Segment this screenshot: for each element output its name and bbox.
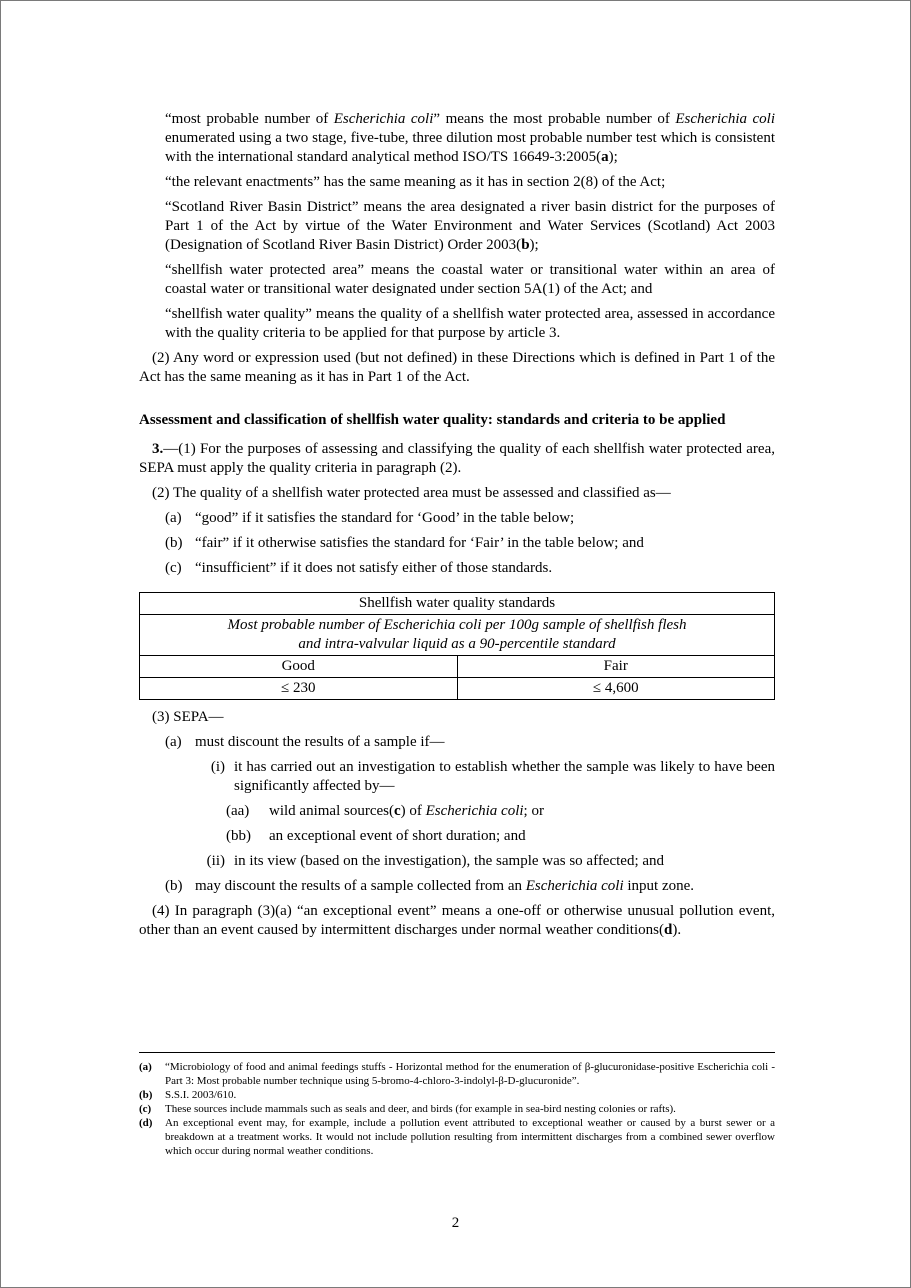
item-label: (b)	[165, 878, 183, 894]
item-label: (a)	[165, 510, 182, 526]
footnote-ref: b	[521, 237, 530, 253]
paragraph-3a-i-aa	[226, 802, 775, 821]
article-number: 3.	[152, 441, 164, 457]
article-3-paragraph-1-text: —(1) For the purposes of assessing and classifying the quality of each shellfish water protected area, SEPA must apply the quality criteria in paragraph (2).	[139, 441, 775, 476]
paragraph-3a-ii	[197, 852, 775, 871]
footnote-divider	[139, 1052, 775, 1053]
column-header-fair: Fair	[457, 656, 775, 678]
classification-item	[165, 559, 775, 578]
table-subtitle-line-2: and intra-valvular liquid as a 90-percentile standard	[298, 636, 616, 652]
item-text: “good” if it satisfies the standard for ‘Good’ in the table below;	[195, 510, 575, 526]
item-text: must discount the results of a sample if—	[195, 734, 445, 750]
italic-term: Escherichia coli	[425, 803, 524, 819]
table-subtitle-line-1: Most probable number of Escherichia coli per 100g sample of shellfish flesh	[227, 617, 687, 633]
definition-3: “Scotland River Basin District” means the area designated a river basin district for the purposes of Part 1 of the Act by virtue of the Water Environment and Water Services (Scotland) Act 2003 (Designation of Scotland River Basin District) Order 2003(b);	[165, 199, 775, 253]
value-good: ≤ 230	[140, 678, 458, 700]
footnote-text: S.S.I. 2003/610.	[165, 1089, 237, 1101]
footnotes	[139, 1060, 775, 1158]
value-fair: ≤ 4,600	[457, 678, 775, 700]
footnote-ref: a	[601, 149, 609, 165]
section-heading: Assessment and classification of shellfish water quality: standards and criteria to be applied	[139, 412, 726, 428]
table-title: Shellfish water quality standards	[140, 593, 775, 615]
paragraph-3a-i	[197, 758, 775, 796]
footnote-label: (d)	[139, 1117, 153, 1129]
item-text: it has carried out an investigation to establish whether the sample was likely to have been significantly affected by—	[234, 759, 775, 794]
item-label: (a)	[165, 734, 182, 750]
italic-term: Escherichia coli	[675, 111, 776, 127]
article-3-paragraph-1	[139, 440, 775, 478]
item-text: may discount the results of a sample collected from an Escherichia coli input zone.	[195, 878, 695, 894]
paragraph-3b	[165, 877, 775, 896]
definition-4: “shellfish water protected area” means the coastal water or transitional water within an area of coastal water or transitional water designated under section 5A(1) of the Act; and	[165, 262, 775, 297]
footnote-text: An exceptional event may, for example, include a pollution event attributed to exceptional weather or caused by a burst sewer or a breakdown at a treatment works. It would not include pollution resulting from intermittent discharges from a combined sewer overflow which occur during normal weather conditions.	[165, 1117, 775, 1157]
item-text: an exceptional event of short duration; and	[269, 828, 526, 844]
footnote	[139, 1102, 775, 1116]
italic-term: Escherichia coli	[525, 878, 624, 894]
definition-5: “shellfish water quality” means the quality of a shellfish water protected area, assessed in accordance with the quality criteria to be applied for that purpose by article 3.	[165, 306, 775, 341]
item-label: (i)	[210, 759, 225, 775]
item-text: wild animal sources(c) of Escherichia coli; or	[269, 803, 544, 819]
paragraph-3a	[165, 733, 775, 752]
page-number: 2	[451, 1215, 460, 1231]
item-label: (c)	[165, 560, 182, 576]
classification-item	[165, 509, 775, 528]
item-label: (bb)	[226, 828, 251, 844]
definitions-list	[139, 110, 775, 343]
article-3-paragraph-2: (2) The quality of a shellfish water protected area must be assessed and classified as—	[152, 485, 671, 501]
footnote	[139, 1088, 775, 1102]
paragraph-4: (4) In paragraph (3)(a) “an exceptional event” means a one-off or otherwise unusual pollution event, other than an event caused by intermittent discharges under normal weather conditions(d).	[139, 903, 775, 938]
item-label: (b)	[165, 535, 183, 551]
footnote-label: (b)	[139, 1089, 153, 1101]
footnote-ref: d	[663, 922, 673, 938]
classification-list	[139, 509, 775, 578]
footnote	[139, 1060, 775, 1088]
item-text: in its view (based on the investigation), the sample was so affected; and	[234, 853, 665, 869]
footnote-label: (c)	[139, 1103, 152, 1115]
paragraph-2: (2) Any word or expression used (but not defined) in these Directions which is defined in Part 1 of the Act has the same meaning as it has in Part 1 of the Act.	[139, 350, 775, 385]
item-text: “fair” if it otherwise satisfies the standard for ‘Fair’ in the table below; and	[195, 535, 644, 551]
item-label: (ii)	[206, 853, 225, 869]
footnote-label: (a)	[139, 1061, 152, 1073]
item-text: “insufficient” if it does not satisfy either of those standards.	[195, 560, 553, 576]
definition-2: “the relevant enactments” has the same meaning as it has in section 2(8) of the Act;	[165, 174, 666, 190]
paragraph-3-intro: (3) SEPA—	[152, 709, 224, 725]
italic-term: Escherichia coli	[333, 111, 434, 127]
table-subtitle	[140, 615, 775, 656]
footnote-ref: c	[393, 803, 401, 819]
item-label: (aa)	[226, 803, 250, 819]
standards-table	[139, 592, 775, 700]
footnote-text: These sources include mammals such as seals and deer, and birds (for example in sea-bird nesting colonies or rafts).	[165, 1103, 676, 1115]
footnote-text: “Microbiology of food and animal feedings stuffs - Horizontal method for the enumeration of β-glucuronidase-positive Escherichia coli - Part 3: Most probable number technique using 5-bromo-4-chloro-3-indolyl-β-D-glucuronide”.	[165, 1061, 775, 1087]
footnote	[139, 1116, 775, 1158]
column-header-good: Good	[140, 656, 458, 678]
classification-item	[165, 534, 775, 553]
paragraph-3a-i-bb	[226, 827, 775, 846]
main-text	[139, 110, 775, 946]
definition-1: “most probable number of Escherichia coli” means the most probable number of Escherichia coli enumerated using a two stage, five-tube, three dilution most probable number test which is consistent with the international standard analytical method ISO/TS 16649-3:2005(a);	[165, 111, 776, 165]
